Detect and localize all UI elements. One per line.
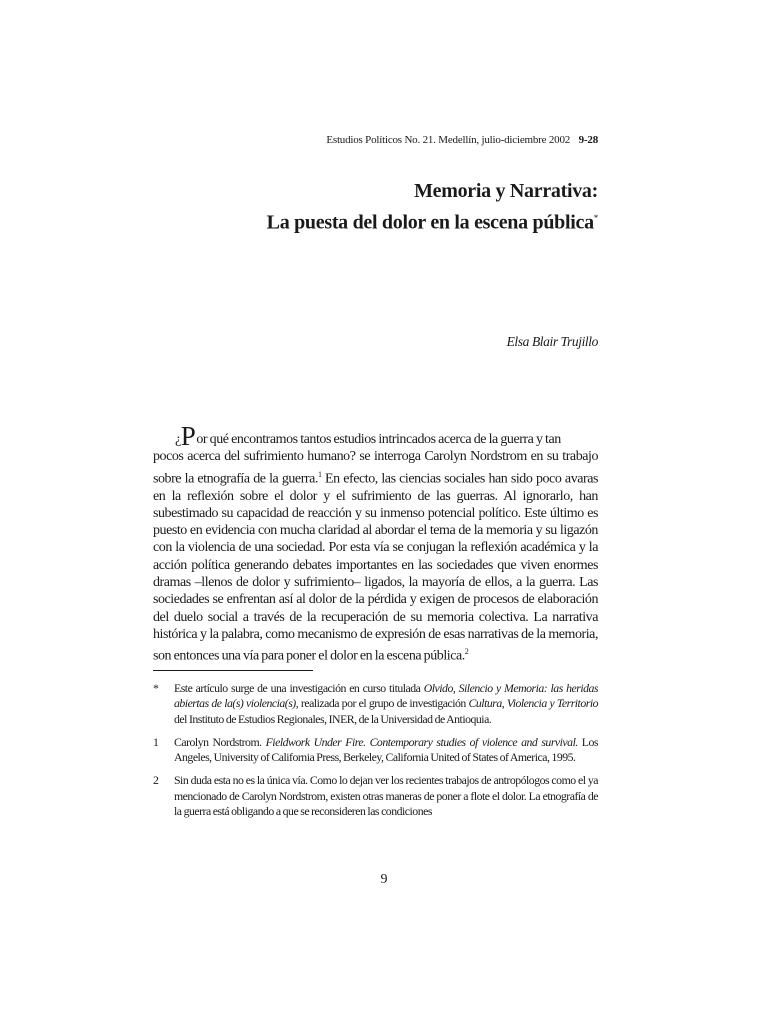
body-text-part-2: En efecto, las ciencias sociales han sido poco avaras en la reflexión sobre el dolor y el sufrimiento de las guerras. Al ignorarlo, han subestimado su capacidad de reacción y su inmenso potencial político. Este último es puesto en evidencia con mucha claridad al abordar el tema de la memoria y su ligazón con la violencia de una sociedad. Por esta vía se conjugan la reflexión académica y la acción política generando debates importantes en las sociedades que viven enormes dramas –llenos de dolor y sufrimiento– ligados, la mayoría de ellos, a la guerra. Las sociedades se enfrentan así al dolor de la pérdida y exigen de procesos de elaboración del duelo social a través de la recuperación de su memoria colectiva. La narrativa histórica y la palabra, como mecanismo de expresión de esas narrativas de la memoria, son entonces una vía para poner el dolor en la escena pública.: [153, 471, 598, 664]
footnote-italic-group: Cultura, Violencia y Territorio: [468, 696, 598, 711]
footnote-ref-2[interactable]: 2: [464, 647, 469, 657]
footnote-mark: 1: [153, 734, 159, 749]
first-line: [153, 421, 598, 451]
body-text-part-1: pocos acerca del sufrimiento humano? se interroga Carolyn Nordstrom en su trabajo sobre la etnografía de la guerra.: [153, 449, 598, 487]
author-name: Elsa Blair Trujillo: [506, 334, 598, 349]
footnote-1: [153, 735, 598, 766]
footnote-mark: *: [153, 681, 159, 695]
footnote-divider: [153, 670, 313, 671]
footnote-text: [174, 681, 598, 727]
footnote-text-segment: Los Angeles, University of California Press, Berkeley, California United of States of America, 1995.: [174, 734, 598, 765]
footnotes: [153, 681, 598, 827]
footnote-text-segment: del Instituto de Estudios Regionales, INER, de la Universidad de Antioquia.: [174, 711, 492, 726]
article-title: [267, 178, 598, 237]
footnote-2: [153, 773, 598, 819]
title-note-mark: *: [593, 213, 598, 223]
title-line-1: Memoria y Narrativa:: [414, 180, 598, 202]
footnote-text: Sin duda esta no es la única vía. Como lo dejan ver los recientes trabajos de antropólogos como el ya mencionado de Carolyn Nordstrom, existen otras maneras de poner a flote el dolor. La etnografía de la guerra está obligando a que se reconsideren las condiciones: [174, 773, 598, 819]
footnote-mark: 2: [153, 773, 159, 788]
footnote-star: [153, 681, 598, 727]
footnote-text-segment: , realizada por el grupo de investigación: [295, 696, 469, 711]
drop-letter: P: [180, 421, 196, 451]
running-head: [326, 134, 598, 146]
title-line-2: [267, 205, 598, 237]
footnote-text-segment: Este artículo surge de una investigación en curso titulada: [174, 681, 424, 695]
title-line-2-text: La puesta del dolor en la escena pública: [266, 211, 594, 234]
page-number: 9: [380, 872, 388, 887]
footnote-italic-title: Olvido, Silencio y Memoria: las heridas abiertas de la(s) violencia(s): [174, 681, 599, 711]
footnote-text: [174, 735, 598, 766]
footnote-text-segment: Carolyn Nordstrom.: [174, 734, 266, 749]
journal-citation: Estudios Políticos No. 21. Medellín, julio-diciembre 2002: [326, 134, 571, 146]
footnote-italic-title: Fieldwork Under Fire. Contemporary studies of violence and survival.: [265, 734, 578, 749]
body-paragraph: [153, 421, 598, 665]
page-range: 9-28: [578, 134, 598, 146]
opening-question-mark: ¿: [175, 432, 181, 447]
first-line-text: or qué encontramos tantos estudios intrincados acerca de la guerra y tan: [196, 432, 561, 447]
footnote-ref-1[interactable]: 1: [317, 469, 322, 479]
